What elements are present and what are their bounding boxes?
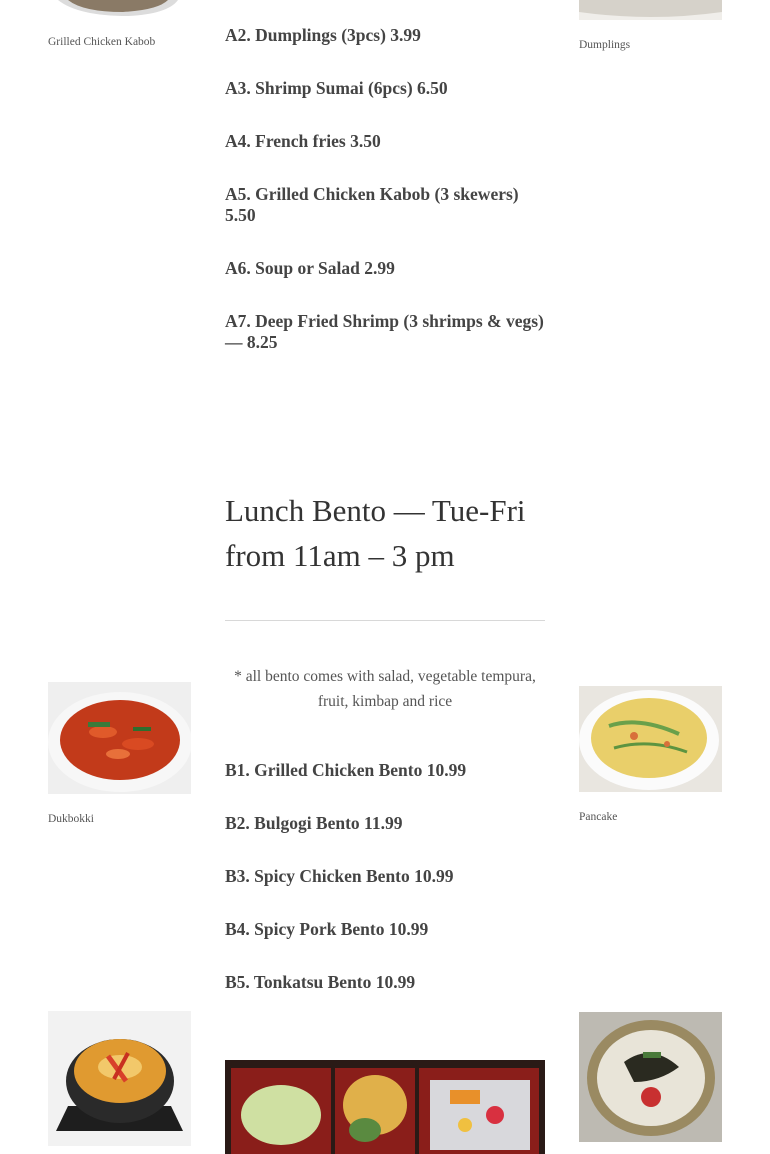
pancake-photo[interactable] xyxy=(579,686,722,792)
photo-caption: Pancake xyxy=(579,811,618,823)
menu-item-b4: B4. Spicy Pork Bento 10.99 xyxy=(225,919,429,939)
menu-item-a2: A2. Dumplings (3pcs) 3.99 xyxy=(225,25,421,45)
rice-cake-soup-photo[interactable] xyxy=(579,1012,722,1142)
photo-caption: Dukbokki xyxy=(48,813,94,825)
menu-item-a4: A4. French fries 3.50 xyxy=(225,131,381,151)
menu-item-a6: A6. Soup or Salad 2.99 xyxy=(225,258,395,278)
bento-note: * all bento comes with salad, vegetable tempura, fruit, kimbap and rice xyxy=(234,668,536,710)
photo-caption: Dumplings xyxy=(579,39,631,51)
menu-item-b2: B2. Bulgogi Bento 11.99 xyxy=(225,813,403,833)
grilled-chicken-kabob-photo[interactable] xyxy=(48,0,191,18)
menu-item-b1: B1. Grilled Chicken Bento 10.99 xyxy=(225,760,467,780)
bento-box-photo[interactable] xyxy=(225,1060,545,1154)
divider xyxy=(225,620,545,621)
soft-tofu-stew-photo[interactable] xyxy=(48,1011,191,1146)
dumplings-photo[interactable] xyxy=(579,0,722,20)
menu-item-b3: B3. Spicy Chicken Bento 10.99 xyxy=(225,866,454,886)
section-heading: Lunch Bento — Tue-Fri from 11am – 3 pm xyxy=(225,493,526,573)
menu-item-a3: A3. Shrimp Sumai (6pcs) 6.50 xyxy=(225,78,448,98)
photo-caption: Grilled Chicken Kabob xyxy=(48,36,156,48)
menu-item-b5: B5. Tonkatsu Bento 10.99 xyxy=(225,972,416,992)
menu-item-a7: A7. Deep Fried Shrimp (3 shrimps & vegs) — 8.25 xyxy=(225,311,544,352)
menu-item-a5: A5. Grilled Chicken Kabob (3 skewers) 5.50 xyxy=(225,184,519,225)
dukbokki-photo[interactable] xyxy=(48,682,191,794)
